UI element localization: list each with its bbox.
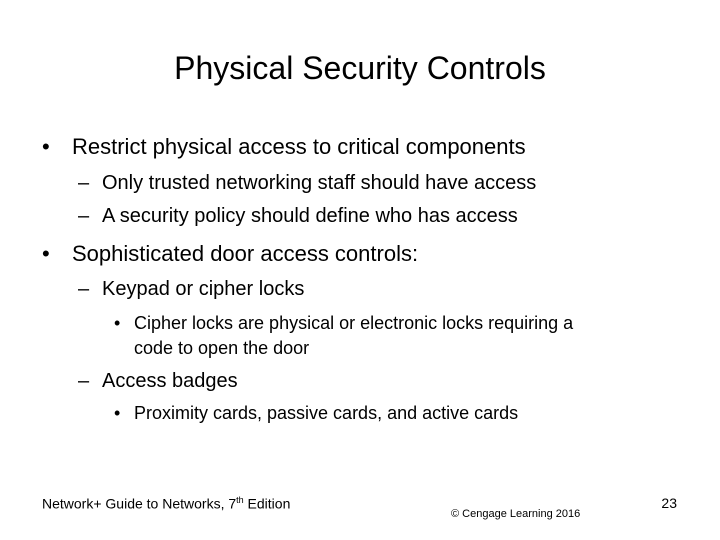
sub-bullet-text: Keypad or cipher locks (102, 278, 305, 300)
sub-sub-bullet-text: Cipher locks are physical or electronic locks requiring a (134, 313, 574, 333)
footer-book-suffix: Edition (243, 495, 291, 512)
bullet-marker: • (114, 403, 121, 423)
sub-sub-bullet-text: Proximity cards, passive cards, and active cards (134, 403, 519, 423)
dash-marker: – (78, 172, 90, 194)
dash-marker: – (78, 370, 90, 392)
sub-sub-bullet-continuation: code to open the door (134, 338, 310, 358)
bullet-marker: • (42, 241, 50, 266)
sub-bullet-text: Only trusted networking staff should have access (102, 172, 537, 194)
page-number: 23 (661, 495, 677, 511)
dash-marker: – (78, 278, 90, 300)
footer-copyright: © Cengage Learning 2016 (451, 508, 581, 520)
sub-bullet-text: A security policy should define who has access (102, 205, 518, 227)
slide-title: Physical Security Controls (174, 50, 546, 86)
footer-book-superscript: th (236, 495, 244, 505)
bullet-marker: • (114, 313, 121, 333)
dash-marker: – (78, 205, 90, 227)
sub-bullet-text: Access badges (102, 370, 238, 392)
bullet-text: Sophisticated door access controls: (72, 241, 419, 266)
bullet-text: Restrict physical access to critical components (72, 134, 526, 159)
bullet-marker: • (42, 134, 50, 159)
footer-book-prefix: Network+ Guide to Networks, 7 (42, 495, 237, 512)
footer-book-title (42, 495, 290, 512)
